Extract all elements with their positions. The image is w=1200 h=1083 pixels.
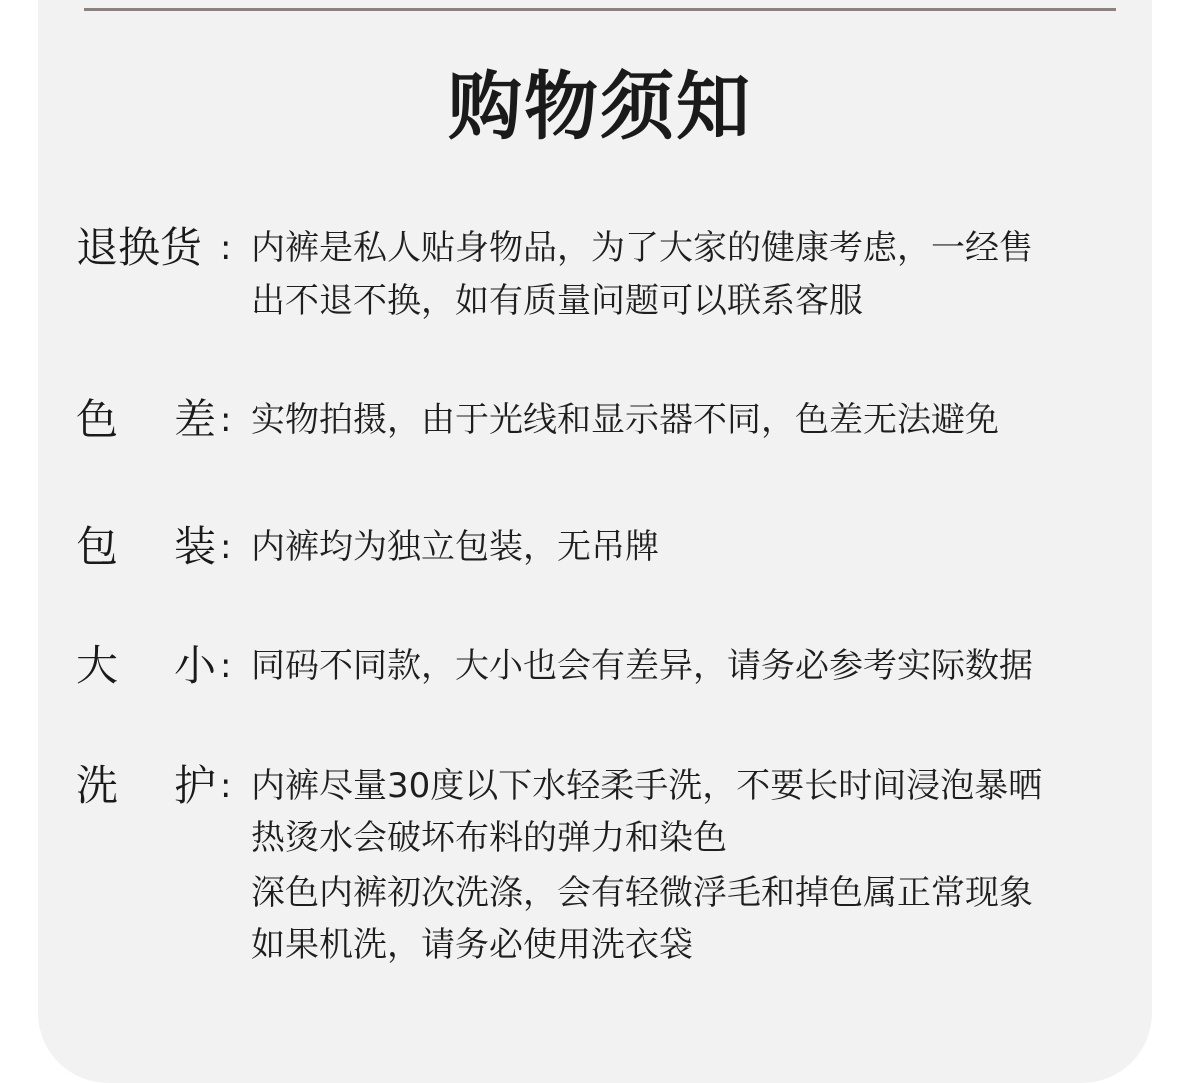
returns-line-2: 出不退不换，如有质量问题可以联系客服 [251, 281, 863, 321]
returns-label [76, 223, 216, 273]
color-difference-line-1: 实物拍摄，由于光线和显示器不同，色差无法避免 [251, 400, 999, 440]
color-difference-label-right: 差 [173, 395, 216, 444]
color-difference-label [76, 395, 216, 445]
size-label-right: 小 [173, 641, 216, 690]
size-line-1: 同码不同款，大小也会有差异，请务必参考实际数据 [251, 646, 1033, 686]
care-line-3: 深色内裤初次洗涤，会有轻微浮毛和掉色属正常现象 [251, 873, 1033, 913]
packaging-label [76, 522, 216, 572]
size-colon: : [220, 646, 232, 686]
returns-colon: : [220, 228, 232, 268]
returns-line-1: 内裤是私人贴身物品，为了大家的健康考虑，一经售 [251, 228, 1033, 268]
size-label-left: 大 [76, 641, 119, 690]
care-label-left: 洗 [76, 761, 119, 810]
care-line-2: 热烫水会破坏布料的弹力和染色 [251, 818, 727, 858]
color-difference-label-left: 色 [76, 395, 119, 444]
top-divider [84, 8, 1116, 11]
packaging-label-left: 包 [76, 522, 119, 571]
care-label [76, 761, 216, 811]
packaging-colon: : [220, 527, 232, 567]
page-title: 购物须知 [448, 64, 752, 150]
returns-label-text: 退换货 [76, 223, 203, 272]
care-label-right: 护 [173, 761, 216, 810]
packaging-label-right: 装 [173, 522, 216, 571]
care-colon: : [220, 766, 232, 806]
size-label [76, 641, 216, 691]
care-line-4: 如果机洗，请务必使用洗衣袋 [251, 925, 693, 965]
packaging-line-1: 内裤均为独立包装，无吊牌 [251, 527, 659, 567]
color-difference-colon: : [220, 400, 232, 440]
care-line-1: 内裤尽量30度以下水轻柔手洗，不要长时间浸泡暴晒 [251, 766, 1043, 806]
